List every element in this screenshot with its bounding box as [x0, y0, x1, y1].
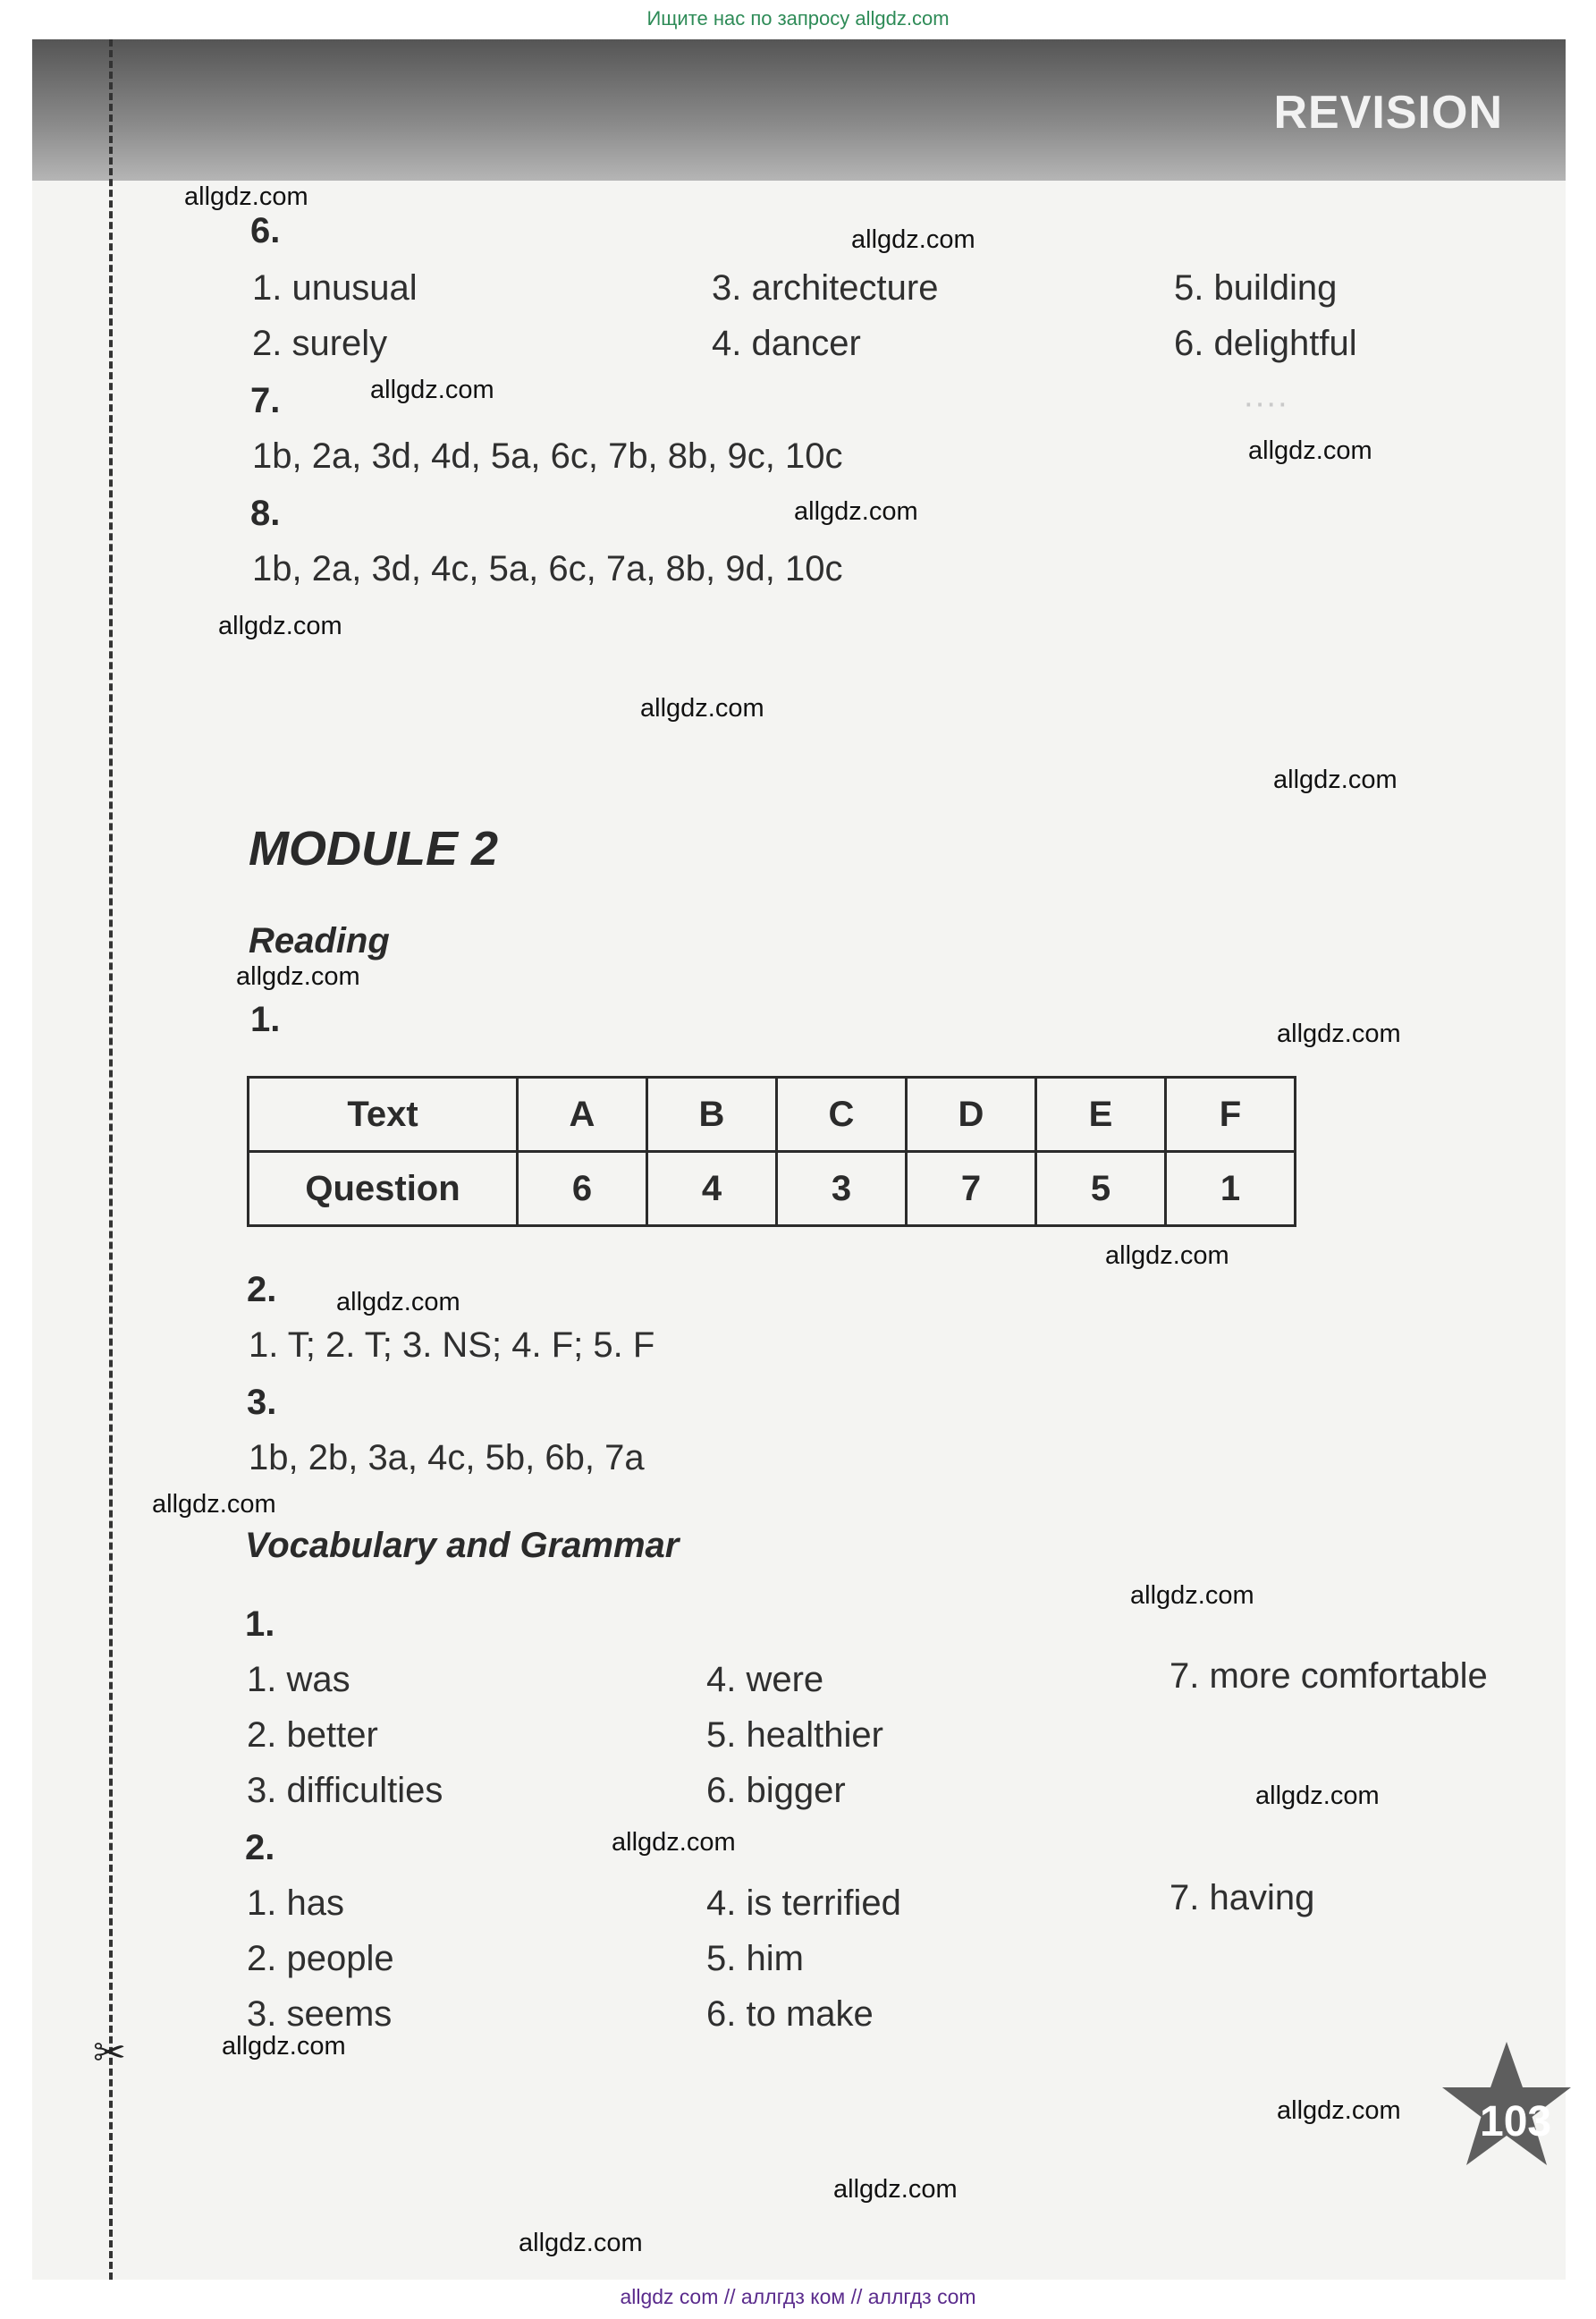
- table-cell: B: [647, 1078, 777, 1152]
- watermark: allgdz.com: [184, 182, 308, 211]
- watermark: allgdz.com: [519, 2229, 643, 2257]
- cut-line: [109, 39, 113, 2280]
- vocabulary-exercise-1-number: 1.: [245, 1604, 275, 1644]
- answer-item: 2. surely: [252, 324, 388, 363]
- answer-item: 5. him: [706, 1939, 804, 1978]
- watermark: allgdz.com: [1248, 436, 1372, 465]
- table-row: [249, 1078, 1296, 1152]
- answer-item: 7. having: [1170, 1878, 1315, 1917]
- answer-item: 3. architecture: [712, 268, 939, 308]
- reading-section-title: Reading: [249, 921, 390, 961]
- matching-table: [247, 1076, 1296, 1227]
- answer-item: 5. healthier: [706, 1715, 883, 1755]
- answer-item: 6. bigger: [706, 1771, 846, 1810]
- watermark: allgdz.com: [640, 694, 764, 723]
- table-cell: C: [777, 1078, 907, 1152]
- exercise-6-number: 6.: [250, 211, 281, 250]
- table-cell: 1: [1166, 1152, 1296, 1226]
- header-title: REVISION: [1273, 87, 1503, 139]
- answer-item: 4. were: [706, 1660, 824, 1699]
- answer-item: 1. has: [247, 1883, 344, 1923]
- answer-item: 7. more comfortable: [1170, 1656, 1488, 1696]
- reading-exercise-1-number: 1.: [250, 1000, 281, 1039]
- exercise-8-answer: 1b, 2a, 3d, 4c, 5a, 6c, 7a, 8b, 9d, 10c: [252, 549, 843, 588]
- answer-item: 6. delightful: [1174, 324, 1357, 363]
- table-cell: 7: [907, 1152, 1036, 1226]
- watermark: allgdz.com: [1273, 766, 1398, 794]
- answer-item: 5. building: [1174, 268, 1338, 308]
- watermark: allgdz.com: [1277, 1020, 1401, 1048]
- table-cell: A: [518, 1078, 647, 1152]
- answer-item: 3. seems: [247, 1994, 393, 2034]
- header-band: [32, 39, 1566, 181]
- answer-item: 4. dancer: [712, 324, 861, 363]
- bottom-links[interactable]: allgdz com // аллгдз ком // аллгдз com: [620, 2285, 976, 2308]
- reading-exercise-3-number: 3.: [247, 1383, 277, 1422]
- watermark: allgdz.com: [794, 497, 918, 526]
- watermark: allgdz.com: [1277, 2096, 1401, 2125]
- watermark: allgdz.com: [1105, 1241, 1229, 1270]
- vocabulary-exercise-2-number: 2.: [245, 1828, 275, 1867]
- vocabulary-section-title: Vocabulary and Grammar: [245, 1526, 680, 1565]
- watermark: allgdz.com: [218, 612, 342, 640]
- reading-exercise-2-answer: 1. T; 2. T; 3. NS; 4. F; 5. F: [249, 1325, 655, 1365]
- table-cell: 5: [1036, 1152, 1166, 1226]
- watermark: allgdz.com: [851, 225, 975, 254]
- answer-item: 1. unusual: [252, 268, 418, 308]
- watermark: allgdz.com: [1255, 1782, 1380, 1810]
- table-cell: 4: [647, 1152, 777, 1226]
- table-cell: Text: [249, 1078, 518, 1152]
- answer-item: 4. is terrified: [706, 1883, 901, 1923]
- watermark: allgdz.com: [236, 962, 360, 991]
- top-banner[interactable]: Ищите нас по запросу allgdz.com: [646, 7, 950, 30]
- exercise-7-answer: 1b, 2a, 3d, 4d, 5a, 6c, 7b, 8b, 9c, 10c: [252, 436, 843, 476]
- exercise-7-number: 7.: [250, 381, 281, 420]
- reading-exercise-3-answer: 1b, 2b, 3a, 4c, 5b, 6b, 7a: [249, 1438, 645, 1477]
- watermark: allgdz.com: [222, 2032, 346, 2061]
- reading-exercise-2-number: 2.: [247, 1270, 277, 1309]
- answer-item: 3. difficulties: [247, 1771, 443, 1810]
- exercise-8-number: 8.: [250, 494, 281, 533]
- watermark: allgdz.com: [833, 2175, 958, 2204]
- table-cell: 3: [777, 1152, 907, 1226]
- watermark: allgdz.com: [612, 1828, 736, 1857]
- watermark: allgdz.com: [1130, 1581, 1254, 1610]
- answer-item: 1. was: [247, 1660, 350, 1699]
- bleed-through-text: ····: [1243, 385, 1288, 422]
- watermark: allgdz.com: [336, 1288, 460, 1316]
- scissors-icon: ✂: [93, 2031, 126, 2075]
- page-number: 103: [1480, 2098, 1552, 2145]
- watermark: allgdz.com: [370, 376, 494, 404]
- table-cell: D: [907, 1078, 1036, 1152]
- answer-item: 2. people: [247, 1939, 394, 1978]
- table-cell: F: [1166, 1078, 1296, 1152]
- table-row: [249, 1152, 1296, 1226]
- answer-item: 6. to make: [706, 1994, 874, 2034]
- watermark: allgdz.com: [152, 1490, 276, 1519]
- table-cell: 6: [518, 1152, 647, 1226]
- answer-item: 2. better: [247, 1715, 378, 1755]
- table-cell: E: [1036, 1078, 1166, 1152]
- module-title: MODULE 2: [249, 822, 499, 876]
- table-cell: Question: [249, 1152, 518, 1226]
